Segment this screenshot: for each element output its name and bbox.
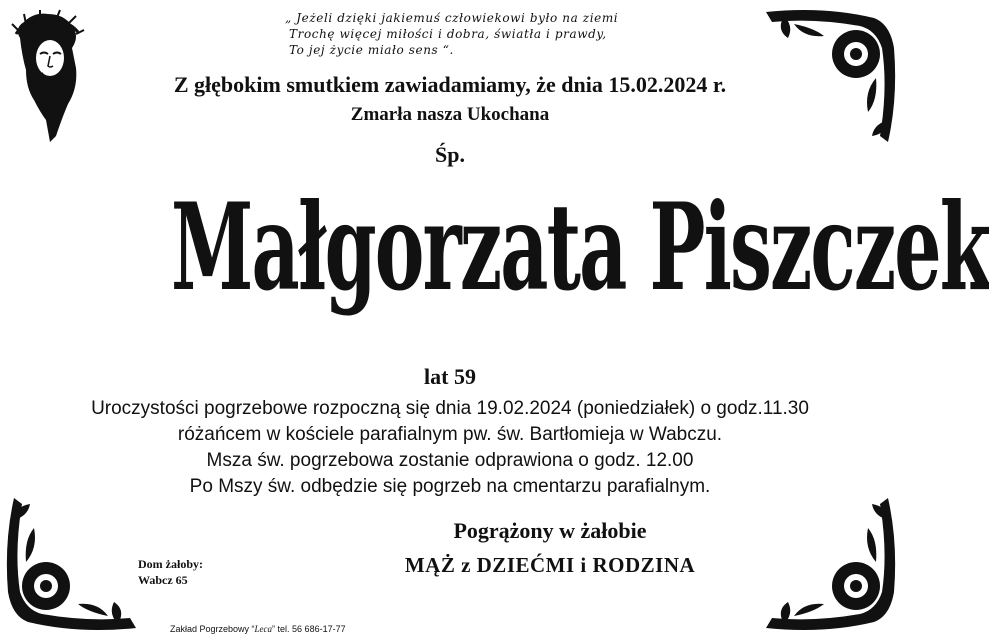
funeral-home-address: Wabcz 65 [138,573,188,587]
funeral-home [138,556,203,588]
mourners-family: MĄŻ z DZIEĆMI i RODZINA [404,553,696,577]
died-line: Zmarła nasza Ukochana [350,104,550,125]
quote-line: To jej życie miało sens “. [289,43,454,57]
funeral-info [0,396,900,500]
announcement: Z głębokim smutkiem zawiadamiamy, że dnia 15.02.2024 r. [173,72,727,97]
funeral-info-line: Po Mszy św. odbędzie się pogrzeb na cmentarzu parafialnym. [189,476,711,497]
quote-line: „ Jeżeli dzięki jakiemuś człowiekowi było na ziemi [285,11,619,25]
funeral-info-line: różańcem w kościele parafialnym pw. św. Bartłomieja w Wabczu. [177,424,723,445]
corner-ornament-icon [4,494,138,632]
footer-credit [170,624,346,634]
mourners-line: Pogrążony w żałobie [453,518,647,543]
quote-line: Trochę więcej miłości i dobra, światła i prawdy, [289,27,607,41]
corner-ornament-icon [764,494,898,632]
deceased-name: Małgorzata Piszczek [171,177,989,318]
memorial-quote [285,10,618,58]
footer-suffix: ” tel. 56 686-17-77 [272,624,346,634]
funeral-info-line: Msza św. pogrzebowa zostanie odprawiona o godz. 12.00 [206,450,694,471]
funeral-home-label: Dom żałoby: [138,557,203,571]
footer-prefix: Zakład Pogrzebowy “ [170,624,255,634]
footer-brand: Leca [254,624,273,634]
funeral-info-line: Uroczystości pogrzebowe rozpoczną się dnia 19.02.2024 (poniedziałek) o godz.11.30 [91,398,809,419]
honorific: Śp. [435,142,465,167]
age: lat 59 [424,364,476,389]
